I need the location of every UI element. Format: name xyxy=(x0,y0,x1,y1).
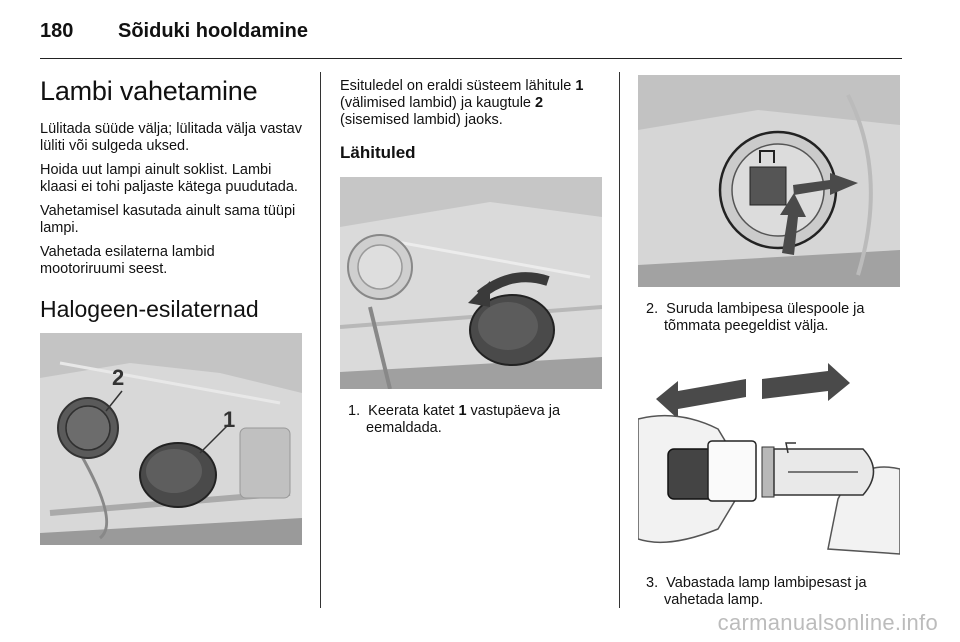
column-1 xyxy=(40,70,302,545)
page-header xyxy=(40,20,902,59)
column-2 xyxy=(340,70,602,437)
watermark: carmanualsonline.info xyxy=(717,610,938,635)
page-heading: Lambi vahetamine xyxy=(40,76,258,106)
low-beam-cover-figure xyxy=(340,177,602,389)
step-3: 3. Vabastada lamp lambipesast ja vahetada lamp. xyxy=(646,575,867,608)
paragraph: Hoida uut lampi ainult soklist. Lambi klaasi ei tohi paljaste kätega puudutada. xyxy=(40,162,298,195)
subheading-low-beam: Lähituled xyxy=(340,143,416,162)
step-2: 2. Suruda lambipesa ülespoole ja tõmmata peegeldist välja. xyxy=(646,301,865,334)
paragraph: Vahetada esilaterna lambid mootoriruumi seest. xyxy=(40,244,215,277)
page-number: 180 xyxy=(40,20,74,42)
paragraph: Lülitada süüde välja; lülitada välja vastav lüliti või sulgeda uksed. xyxy=(40,121,302,154)
paragraph: Vahetamisel kasutada ainult sama tüüpi lampi. xyxy=(40,203,296,236)
section-title: Sõiduki hooldamine xyxy=(118,20,309,42)
callout-2: 2 xyxy=(112,365,125,390)
step-1: 1. Keerata katet 1 vastupäeva ja eemaldada. xyxy=(348,403,561,436)
bulb-holder-figure xyxy=(638,75,900,287)
column-3 xyxy=(638,70,900,609)
column-divider xyxy=(320,72,321,608)
column-divider xyxy=(619,72,620,608)
callout-1: 1 xyxy=(223,407,236,432)
halogen-headlamp-figure xyxy=(40,333,302,545)
subheading-halogen: Halogeen-esilaternad xyxy=(40,296,259,322)
bulb-removal-figure xyxy=(638,349,900,561)
intro-paragraph: Esituledel on eraldi süsteem lähitule 1 (välimised lambid) ja kaugtule 2 (sisemised lambid) jaoks. xyxy=(340,78,584,128)
